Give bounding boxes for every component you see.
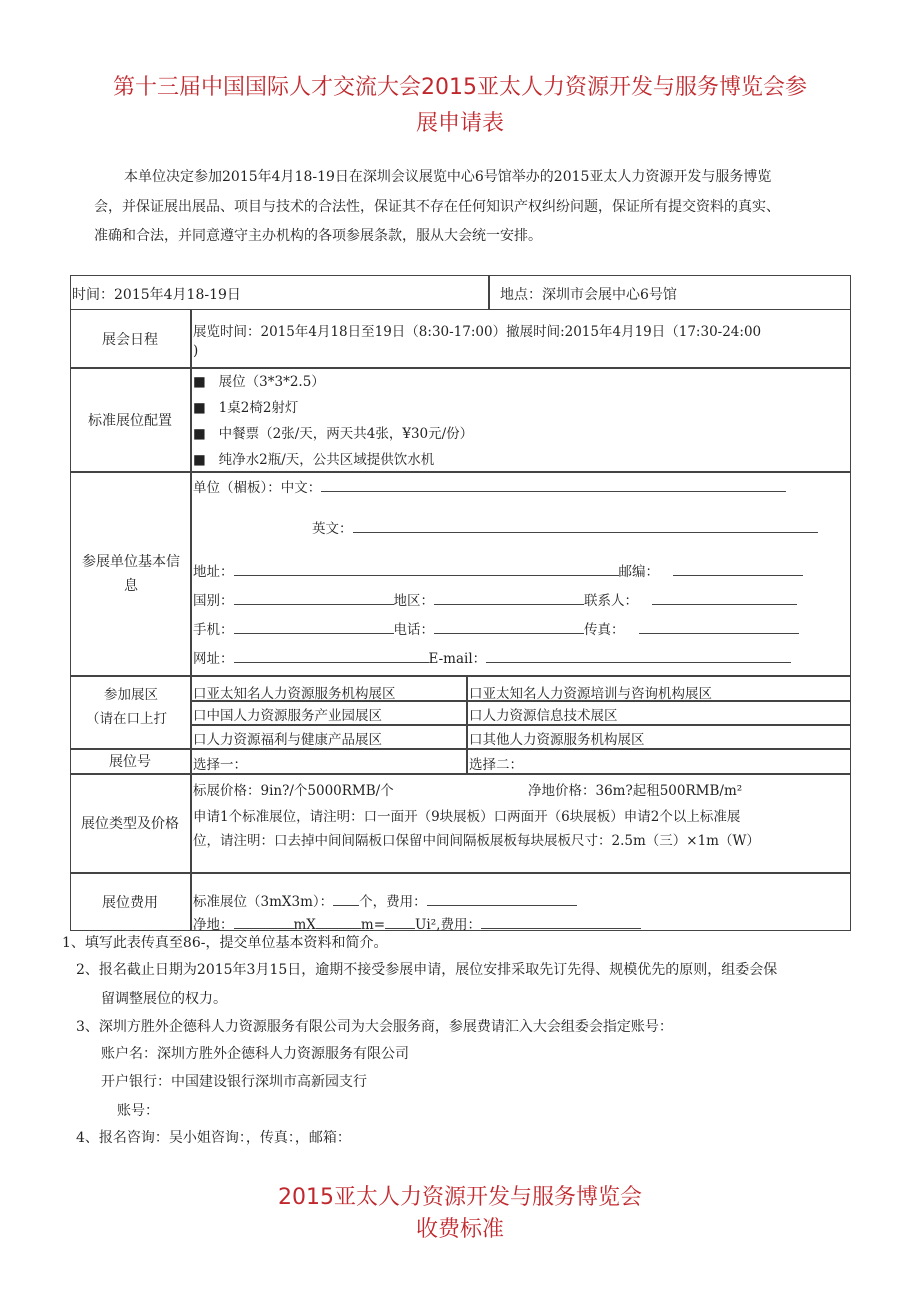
booth-no-label: 展位号 xyxy=(109,754,151,770)
place-field: 地点：深圳市会展中心6号馆 xyxy=(500,287,677,303)
bullet-icon: ■ xyxy=(193,374,206,390)
application-form: 第十三届中国国际人才交流大会2015亚太人力资源开发与服务博览会参 展申请表 本单位决定参加2015年4月18-19日在深圳会议展览中心6号馆举办的2015亚太人力资源开发与服务博览 会，并保证展出展品、项目与技术的合法性，保证其不存在任何知识产权纠纷问题，保证所有提交资料的真实、 准确和合法，并同意遵守主办机构的各项参展条款，服从大会统一安排。 时间：2015年4月18-19日 地点：深圳市会展中心6号馆 展会日程 展览时间：2015年4月18日至19日（8:30-17:00）撤展时间:2015年4月19日（17:30-24:00 ) 标准展位配置 ■ 展位（3*3*2.5） ■ 1桌2椅2射灯 ■ 中餐票（2张/天，两天共4张，¥30元/份） ■ 纯净水2瓶/天，公共区域提供饮水机 参展单位基本信息 单位（楣板）：中文： 英文： 地址： 邮编： 国别： 地区： 联系人： 手机： 电话： 传真： 网址： E-mail： 参加展区 （请在口上打 口亚太知名人力资源服务机构展区 口亚太知名人力资源培训与咨询机构展区 口中国人力资源服务产业园展区 口人力资源信息技术展区 口人力资源福利与健康产品展区 口其他人力资源服务机构展区 展位号 选择一： 选择二： 展位类型及价格 标展价格：9in?/个5000RMB/个 净地价格：36m?起租500RMB/m² 申请1个标准展位，请注明：口一面开（9块展板）口两面开（6块展板）申请2个以上标准展 位，请注明：口去掉中间间隔板口保留中间间隔板展板每块展板尺寸：2.5m（三）×1m（W） 展位费用 标准展位（3mX3m）： 个，费用： 净地： mX m= Ui²,费用： 1、填写此表传真至86-，提交单位基本资料和简介。 2、报名截止日期为2015年3月15日，逾期不接受参展申请，展位安排采取先订先得、规模优先的原则，组委会保 留调整展位的权力。 3、深圳方胜外企德科人力资源服务有限公司为大会服务商，参展费请汇入大会组委会指定账号： 账户名：深圳方胜外企德科人力资源服务有限公司 开户银行：中国建设银行深圳市高新园支行 账号： 4、报名咨询：吴小姐咨询：，传真：，邮箱： 2015亚太人力资源开发与服务博览会 收费标准 xyxy=(0,0,920,1301)
intro-line: 会，并保证展出展品、项目与技术的合法性，保证其不存在任何知识产权纠纷问题，保证所有提交资料的真实、 xyxy=(94,199,780,215)
config-item: ■ 纯净水2瓶/天，公共区域提供饮水机 xyxy=(193,452,435,468)
zone-label: 参加展区 xyxy=(104,687,158,703)
mobile-input[interactable] xyxy=(234,621,394,634)
contact-input[interactable] xyxy=(652,592,797,605)
note-line: 账号： xyxy=(117,1103,159,1119)
email-input[interactable] xyxy=(486,650,791,663)
zone-checkbox[interactable]: 口其他人力资源服务机构展区 xyxy=(469,732,645,748)
bullet-icon: ■ xyxy=(193,426,206,442)
config-item: ■ 中餐票（2张/天，两天共4张，¥30元/份） xyxy=(193,426,474,442)
config-label: 标准展位配置 xyxy=(88,412,172,429)
country-input[interactable] xyxy=(234,592,394,605)
fax-input[interactable] xyxy=(639,621,799,634)
zone-checkbox[interactable]: 口人力资源福利与健康产品展区 xyxy=(193,732,382,748)
length-input[interactable] xyxy=(234,916,294,929)
type-note: 位，请注明：口去掉中间间隔板口保留中间间隔板展板每块展板尺寸：2.5m（三）×1m（W） xyxy=(193,833,760,849)
address-input[interactable] xyxy=(234,563,619,576)
note-line: 开户银行：中国建设银行深圳市高新园支行 xyxy=(101,1074,367,1090)
zone-checkbox[interactable]: 口人力资源信息技术展区 xyxy=(469,708,618,724)
width-input[interactable] xyxy=(316,916,361,929)
zone-checkbox[interactable]: 口中国人力资源服务产业园展区 xyxy=(193,708,382,724)
form-title-line2: 展申请表 xyxy=(415,111,504,136)
postcode-input[interactable] xyxy=(673,563,803,576)
standard-price: 标展价格：9in?/个5000RMB/个 xyxy=(193,783,394,799)
raw-fee-input[interactable] xyxy=(481,916,641,929)
fee-label: 展位费用 xyxy=(102,895,158,911)
zone-checkbox[interactable]: 口亚太知名人力资源培训与咨询机构展区 xyxy=(469,686,712,702)
footer-title-line2: 收费标准 xyxy=(415,1217,504,1242)
note-line: 3、深圳方胜外企德科人力资源服务有限公司为大会服务商，参展费请汇入大会组委会指定账号： xyxy=(76,1019,673,1035)
type-note: 申请1个标准展位，请注明：口一面开（9块展板）口两面开（6块展板）申请2个以上标准展 xyxy=(193,809,741,825)
note-line: 账户名：深圳方胜外企德科人力资源服务有限公司 xyxy=(101,1046,409,1062)
zone-label-note: （请在口上打 xyxy=(86,711,167,727)
region-input[interactable] xyxy=(434,592,584,605)
time-field: 时间：2015年4月18-19日 xyxy=(72,287,241,303)
config-item: ■ 1桌2椅2射灯 xyxy=(193,400,299,416)
zone-checkbox[interactable]: 口亚太知名人力资源服务机构展区 xyxy=(193,686,396,702)
note-line: 留调整展位的权力。 xyxy=(101,991,227,1007)
schedule-label: 展会日程 xyxy=(102,331,158,348)
config-item: ■ 展位（3*3*2.5） xyxy=(193,374,325,390)
company-cn-input[interactable] xyxy=(321,479,786,492)
divider xyxy=(190,309,192,931)
schedule-text: 展览时间：2015年4月18日至19日（8:30-17:00）撤展时间:2015年4月19日（17:30-24:00 xyxy=(193,324,762,340)
bullet-icon: ■ xyxy=(193,452,206,468)
booth-count-input[interactable] xyxy=(333,893,359,906)
bullet-icon: ■ xyxy=(193,400,206,416)
note-line: 1、填写此表传真至86-，提交单位基本资料和简介。 xyxy=(62,935,388,951)
intro-line: 准确和合法，并同意遵守主办机构的各项参展条款，服从大会统一安排。 xyxy=(94,228,542,244)
divider xyxy=(190,724,851,726)
booth-fee-input[interactable] xyxy=(427,893,577,906)
divider xyxy=(70,675,851,677)
raw-space-price: 净地价格：36m?起租500RMB/m² xyxy=(528,783,743,799)
divider xyxy=(488,275,490,310)
note-line: 4、报名咨询：吴小姐咨询：，传真：，邮箱： xyxy=(76,1130,351,1146)
area-input[interactable] xyxy=(385,916,415,929)
type-label: 展位类型及价格 xyxy=(81,816,179,832)
info-label: 参展单位基本信息 xyxy=(82,553,180,594)
choice-two-field[interactable]: 选择二： xyxy=(469,757,523,773)
company-en-input[interactable] xyxy=(353,520,818,533)
divider xyxy=(466,675,468,773)
note-line: 2、报名截止日期为2015年3月15日，逾期不接受参展申请，展位安排采取先订先得、规模优先的原则，组委会保 xyxy=(76,962,778,978)
form-title-line1: 第十三届中国国际人才交流大会2015亚太人力资源开发与服务博览会参 xyxy=(113,75,807,100)
website-input[interactable] xyxy=(234,650,429,663)
divider xyxy=(70,471,851,473)
choice-one-field[interactable]: 选择一： xyxy=(193,757,247,773)
phone-input[interactable] xyxy=(434,621,584,634)
intro-line: 本单位决定参加2015年4月18-19日在深圳会议展览中心6号馆举办的2015亚太人力资源开发与服务博览 xyxy=(124,169,772,185)
schedule-text-end: ) xyxy=(193,343,199,359)
footer-title-line1: 2015亚太人力资源开发与服务博览会 xyxy=(278,1185,642,1210)
